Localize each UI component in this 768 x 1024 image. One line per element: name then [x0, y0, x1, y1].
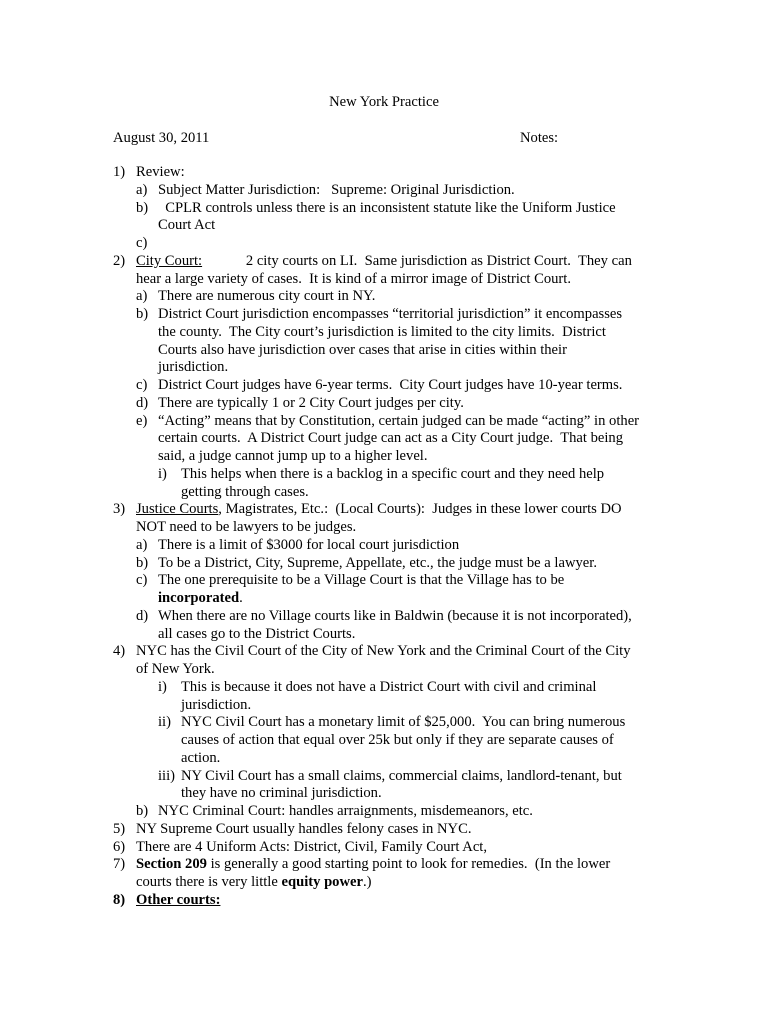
line-text: [136, 874, 372, 892]
outline-line: [0, 856, 768, 874]
line-text: jurisdiction.: [181, 696, 252, 713]
list-marker: iii): [158, 767, 176, 784]
line-text: There are 4 Uniform Acts: District, Civil, Family Court Act,: [136, 838, 488, 855]
list-marker: 1): [113, 164, 126, 180]
outline-line: [0, 785, 768, 803]
outline-line: [0, 253, 768, 271]
line-text: [136, 253, 632, 271]
line-text: getting through cases.: [181, 483, 309, 500]
outline-line: [0, 395, 768, 413]
line-text: District Court judges have 6-year terms. City Court judges have 10-year terms.: [158, 377, 623, 393]
line-text: [136, 856, 610, 874]
outline-line: [0, 288, 768, 306]
line-text: Review:: [136, 164, 185, 180]
line-text: NYC Criminal Court: handles arraignments, misdemeanors, etc.: [158, 803, 533, 819]
outline-line: [0, 217, 768, 235]
outline-line: [0, 377, 768, 395]
list-marker: e): [136, 412, 148, 429]
text-run: is generally a good starting point to look for remedies. (In the lower: [206, 856, 611, 873]
list-marker: 2): [113, 252, 126, 269]
list-marker: 6): [113, 838, 126, 855]
outline-line: [0, 271, 768, 289]
outline-line: [0, 164, 768, 182]
list-marker: 3): [113, 501, 126, 518]
outline-line: [0, 661, 768, 679]
list-marker: 5): [113, 820, 126, 837]
text-run: 2 city courts on LI. Same jurisdiction as District Court. They can: [202, 252, 632, 269]
text-run: City Court:: [136, 252, 203, 269]
line-text: NY Civil Court has a small claims, commercial claims, landlord-tenant, but: [181, 767, 622, 784]
outline-line: [0, 501, 768, 519]
outline-line: [0, 679, 768, 697]
text-run: courts there is very little: [136, 874, 282, 890]
line-text: [158, 590, 243, 608]
list-marker: a): [136, 536, 148, 553]
line-text: all cases go to the District Courts.: [158, 625, 356, 642]
line-text: of New York.: [136, 661, 215, 677]
outline-line: [0, 839, 768, 857]
line-text: said, a judge cannot jump up to a higher level.: [158, 448, 428, 464]
notes-label: Notes:: [520, 130, 559, 146]
line-text: [136, 892, 220, 910]
line-text: This is because it does not have a District Court with civil and criminal: [181, 678, 597, 695]
line-text: jurisdiction.: [158, 359, 229, 376]
outline-line: [0, 714, 768, 732]
list-marker: 8): [113, 891, 126, 908]
text-run: Section 209: [136, 856, 207, 873]
line-text: certain courts. A District Court judge can act as a City Court judge. That being: [158, 430, 624, 447]
list-marker: a): [136, 181, 148, 198]
outline-line: [0, 235, 768, 253]
outline-line: [0, 413, 768, 431]
list-marker: d): [136, 607, 149, 624]
list-marker: c): [136, 572, 148, 589]
list-marker: 4): [113, 643, 126, 660]
line-text: NYC Civil Court has a monetary limit of $25,000. You can bring numerous: [181, 714, 626, 731]
line-text: The one prerequisite to be a Village Court is that the Village has to be: [158, 572, 565, 589]
outline-line: [0, 182, 768, 200]
document-title: New York Practice: [329, 94, 439, 110]
list-marker: c): [136, 235, 148, 251]
line-text: action.: [181, 749, 221, 766]
outline-line: [0, 572, 768, 590]
list-marker: b): [136, 199, 149, 216]
outline-line: [0, 732, 768, 750]
outline-line: [0, 750, 768, 768]
outline-line: [0, 519, 768, 537]
outline-line: [0, 448, 768, 466]
outline-line: [0, 359, 768, 377]
outline-body: [0, 164, 768, 910]
line-text: District Court jurisdiction encompasses “territorial jurisdiction” it encompasses: [158, 306, 623, 322]
line-text: NOT need to be lawyers to be judges.: [136, 519, 357, 535]
outline-line: [0, 306, 768, 324]
outline-line: [0, 555, 768, 573]
text-run: .: [239, 590, 243, 606]
list-marker: a): [136, 288, 148, 305]
list-marker: i): [158, 465, 167, 482]
line-text: the county. The City court’s jurisdiction is limited to the city limits. District: [158, 323, 606, 340]
outline-line: [0, 484, 768, 502]
outline-line: [0, 590, 768, 608]
outline-line: [0, 608, 768, 626]
line-text: This helps when there is a backlog in a specific court and they need help: [181, 465, 605, 482]
outline-line: [0, 803, 768, 821]
line-text: Subject Matter Jurisdiction: Supreme: Original Jurisdiction.: [158, 181, 515, 198]
list-marker: b): [136, 554, 149, 571]
line-text: There are typically 1 or 2 City Court judges per city.: [158, 394, 464, 411]
line-text: NY Supreme Court usually handles felony cases in NYC.: [136, 820, 472, 837]
text-run: Other courts:: [136, 891, 221, 908]
line-text: hear a large variety of cases. It is kind of a mirror image of District Court.: [136, 270, 571, 287]
line-text: There is a limit of $3000 for local court jurisdiction: [158, 536, 460, 553]
text-run: , Magistrates, Etc.: (Local Courts): Judges in these lower courts DO: [218, 501, 622, 518]
line-text: Court Act: [158, 217, 216, 234]
line-text: To be a District, City, Supreme, Appellate, etc., the judge must be a lawyer.: [158, 554, 597, 571]
text-run: incorporated: [158, 590, 240, 606]
outline-line: [0, 874, 768, 892]
list-marker: ii): [158, 714, 171, 731]
line-text: When there are no Village courts like in Baldwin (because it is not incorporated),: [158, 607, 632, 624]
line-text: [136, 501, 622, 519]
line-text: There are numerous city court in NY.: [158, 288, 376, 305]
outline-line: [0, 466, 768, 484]
list-marker: d): [136, 394, 149, 411]
line-text: they have no criminal jurisdiction.: [181, 785, 382, 802]
list-marker: b): [136, 306, 149, 322]
line-text: causes of action that equal over 25k but only if they are separate causes of: [181, 732, 614, 748]
list-marker: 7): [113, 856, 126, 873]
outline-line: [0, 626, 768, 644]
outline-line: [0, 643, 768, 661]
outline-line: [0, 892, 768, 910]
outline-line: [0, 697, 768, 715]
line-text: “Acting” means that by Constitution, certain judged can be made “acting” in other: [158, 412, 640, 429]
outline-line: [0, 342, 768, 360]
outline-line: [0, 537, 768, 555]
text-run: equity power: [281, 874, 363, 890]
line-text: Courts also have jurisdiction over cases that arise in cities within their: [158, 341, 567, 358]
text-run: Justice Courts: [136, 501, 219, 518]
outline-line: [0, 821, 768, 839]
outline-line: [0, 324, 768, 342]
text-run: .): [362, 874, 372, 890]
outline-line: [0, 200, 768, 218]
list-marker: b): [136, 803, 149, 819]
outline-line: [0, 430, 768, 448]
document-date: August 30, 2011: [113, 130, 210, 146]
list-marker: i): [158, 678, 167, 695]
list-marker: c): [136, 377, 148, 393]
line-text: NYC has the Civil Court of the City of New York and the Criminal Court of the City: [136, 643, 631, 660]
outline-line: [0, 768, 768, 786]
line-text: CPLR controls unless there is an inconsistent statute like the Uniform Justice: [158, 199, 616, 216]
